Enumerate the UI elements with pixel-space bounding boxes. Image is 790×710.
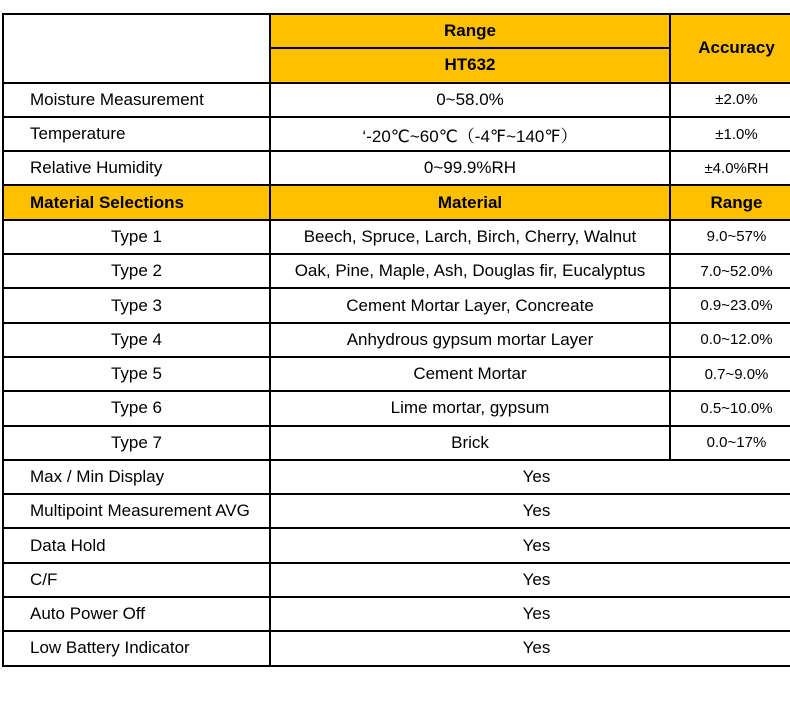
material-range: 0.0~12.0% — [670, 323, 790, 357]
material-row — [3, 254, 790, 288]
material-range: 9.0~57% — [670, 220, 790, 254]
feature-value: Yes — [270, 494, 790, 528]
feature-row — [3, 528, 790, 562]
material-range-header: Range — [670, 185, 790, 219]
range-header: Range — [270, 14, 670, 48]
feature-name: Max / Min Display — [3, 460, 270, 494]
feature-value: Yes — [270, 597, 790, 631]
material-range: 0.9~23.0% — [670, 288, 790, 322]
feature-value: Yes — [270, 631, 790, 665]
accuracy-header: Accuracy — [670, 14, 790, 83]
material-type: Type 3 — [3, 288, 270, 322]
material-list: Oak, Pine, Maple, Ash, Douglas fir, Eucalyptus — [270, 254, 670, 288]
feature-name: Auto Power Off — [3, 597, 270, 631]
feature-value: Yes — [270, 563, 790, 597]
feature-name: C/F — [3, 563, 270, 597]
measurement-name: Temperature — [3, 117, 270, 151]
material-type: Type 1 — [3, 220, 270, 254]
measurement-accuracy: ±1.0% — [670, 117, 790, 151]
material-row — [3, 220, 790, 254]
feature-row — [3, 597, 790, 631]
material-range: 0.7~9.0% — [670, 357, 790, 391]
material-type: Type 7 — [3, 426, 270, 460]
feature-name: Low Battery Indicator — [3, 631, 270, 665]
material-type: Type 4 — [3, 323, 270, 357]
material-row — [3, 357, 790, 391]
feature-name: Data Hold — [3, 528, 270, 562]
material-list: Cement Mortar — [270, 357, 670, 391]
measurement-row — [3, 83, 790, 117]
feature-value: Yes — [270, 528, 790, 562]
feature-row — [3, 631, 790, 665]
material-row — [3, 323, 790, 357]
measurement-name: Moisture Measurement — [3, 83, 270, 117]
material-range: 0.0~17% — [670, 426, 790, 460]
material-header: Material — [270, 185, 670, 219]
material-row — [3, 391, 790, 425]
material-list: Lime mortar, gypsum — [270, 391, 670, 425]
measurement-range: 0~99.9%RH — [270, 151, 670, 185]
material-row — [3, 288, 790, 322]
material-type: Type 2 — [3, 254, 270, 288]
measurement-range: ‘-20℃~60℃（-4℉~140℉） — [270, 117, 670, 151]
material-list: Cement Mortar Layer, Concreate — [270, 288, 670, 322]
feature-row — [3, 563, 790, 597]
measurement-row — [3, 151, 790, 185]
material-type: Type 6 — [3, 391, 270, 425]
measurement-name: Relative Humidity — [3, 151, 270, 185]
measurement-accuracy: ±4.0%RH — [670, 151, 790, 185]
material-range: 7.0~52.0% — [670, 254, 790, 288]
material-list: Beech, Spruce, Larch, Birch, Cherry, Walnut — [270, 220, 670, 254]
measurement-accuracy: ±2.0% — [670, 83, 790, 117]
feature-name: Multipoint Measurement AVG — [3, 494, 270, 528]
feature-value: Yes — [270, 460, 790, 494]
measurement-row — [3, 117, 790, 151]
material-header-row — [3, 185, 790, 219]
material-list: Anhydrous gypsum mortar Layer — [270, 323, 670, 357]
material-range: 0.5~10.0% — [670, 391, 790, 425]
measurement-range: 0~58.0% — [270, 83, 670, 117]
feature-row — [3, 460, 790, 494]
spec-table — [2, 13, 790, 667]
header-blank-cell — [3, 14, 270, 83]
feature-row — [3, 494, 790, 528]
material-type: Type 5 — [3, 357, 270, 391]
header-row-1 — [3, 14, 790, 48]
material-selections-header: Material Selections — [3, 185, 270, 219]
model-header: HT632 — [270, 48, 670, 82]
material-list: Brick — [270, 426, 670, 460]
material-row — [3, 426, 790, 460]
